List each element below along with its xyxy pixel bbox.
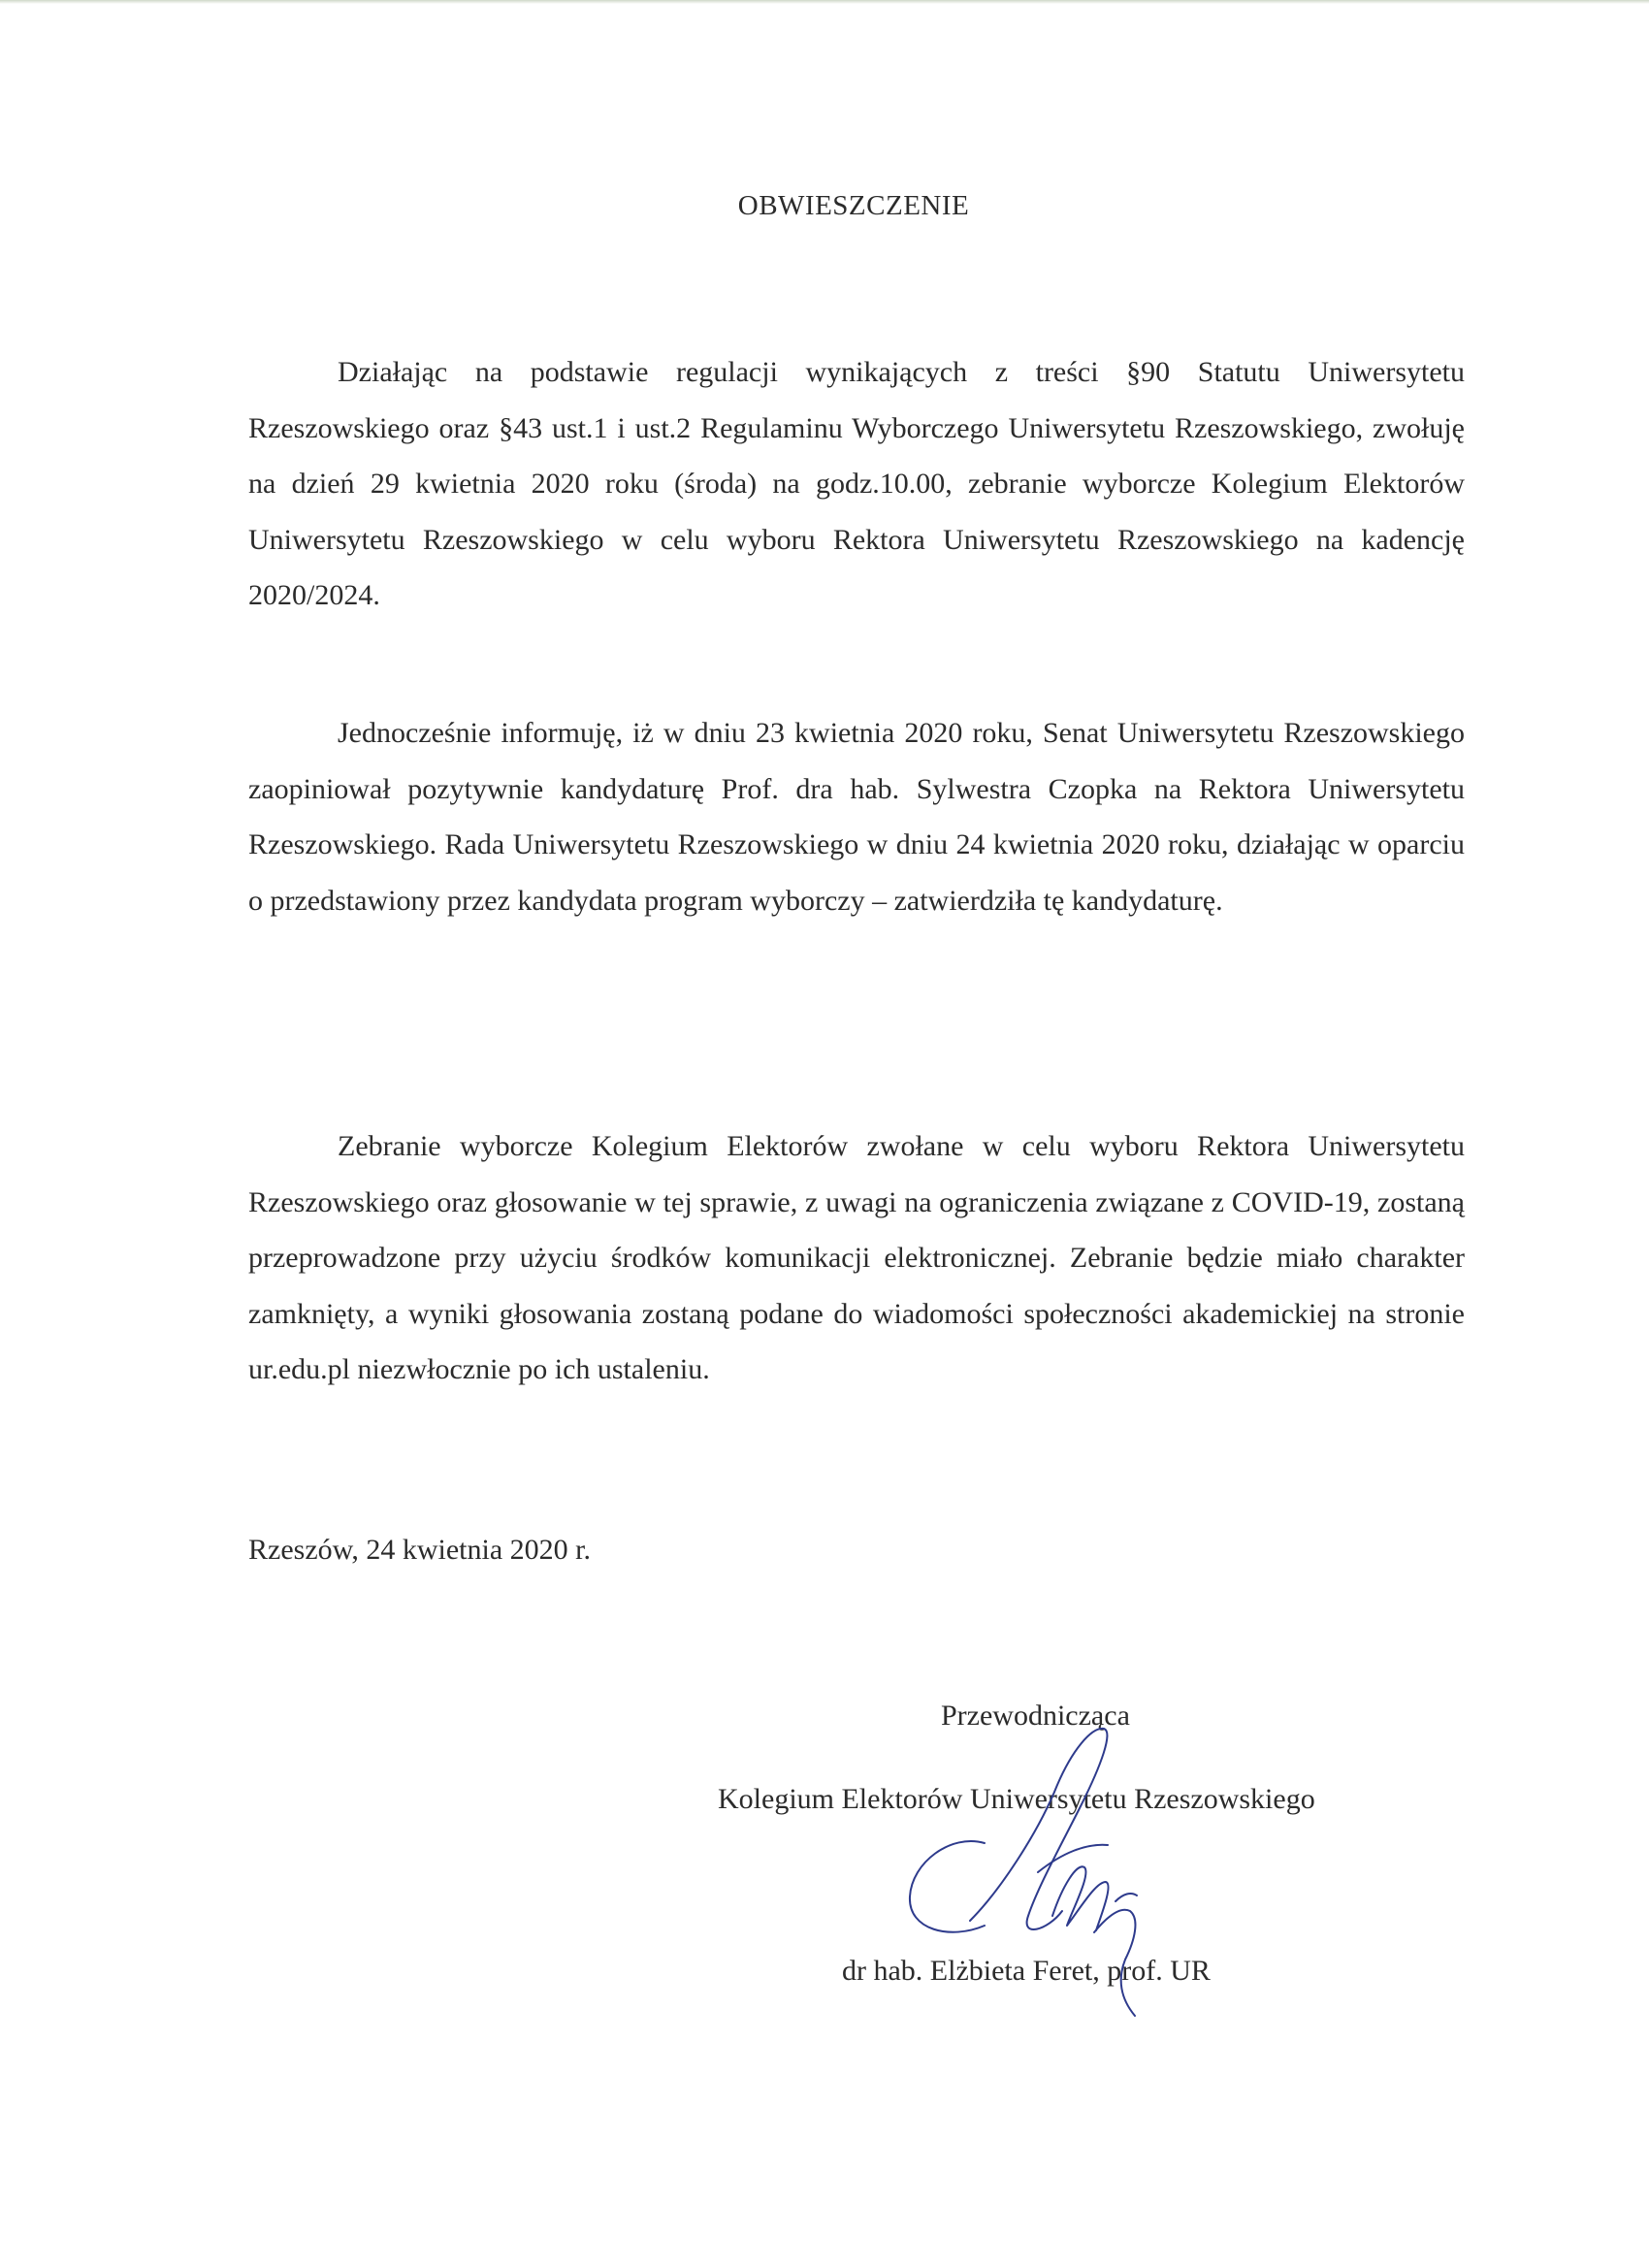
document-title: OBWIESZCZENIE xyxy=(737,190,970,221)
paragraph-candidacy: Jednocześnie informuję, iż w dniu 23 kwietnia 2020 roku, Senat Uniwersytetu Rzeszowskiego zaopiniował pozytywnie kandydaturę Prof. dra hab. Sylwestra Czopka na Rektora Uniwersytetu Rzeszowskiego. Rada Uniwersytetu Rzeszowskiego w dniu 24 kwietnia 2020 roku, działając w oparciu o przedstawiony przez kandydata program wyborczy – zatwierdziła tę kandydaturę. xyxy=(248,717,1465,917)
signatory-organization: Kolegium Elektorów Uniwersytetu Rzeszowskiego xyxy=(718,1783,1315,1815)
signatory-role: Przewodnicząca xyxy=(941,1700,1130,1732)
scan-edge xyxy=(0,0,1649,4)
paragraph-electronic-voting: Zebranie wyborcze Kolegium Elektorów zwołane w celu wyboru Rektora Uniwersytetu Rzeszowskiego oraz głosowanie w tej sprawie, z uwagi na ograniczenia związane z COVID-19, zostaną przeprowadzone przy użyciu środków komunikacji elektronicznej. Zebranie będzie miało charakter zamknięty, a wyniki głosowania zostaną podane do wiadomości społeczności akademickiej na stronie ur.edu.pl niezwłocznie po ich ustaleniu. xyxy=(248,1130,1465,1385)
paragraph-convocation: Działając na podstawie regulacji wynikających z treści §90 Statutu Uniwersytetu Rzeszowskiego oraz §43 ust.1 i ust.2 Regulaminu Wyborczego Uniwersytetu Rzeszowskiego, zwołuję na dzień 29 kwietnia 2020 roku (środa) na godz.10.00, zebranie wyborcze Kolegium Elektorów Uniwersytetu Rzeszowskiego w celu wyboru Rektora Uniwersytetu Rzeszowskiego na kadencję 2020/2024. xyxy=(248,356,1465,611)
handwritten-signature-icon xyxy=(892,1707,1203,2027)
place-and-date: Rzeszów, 24 kwietnia 2020 r. xyxy=(248,1534,591,1566)
signatory-name: dr hab. Elżbieta Feret, prof. UR xyxy=(842,1955,1211,1987)
